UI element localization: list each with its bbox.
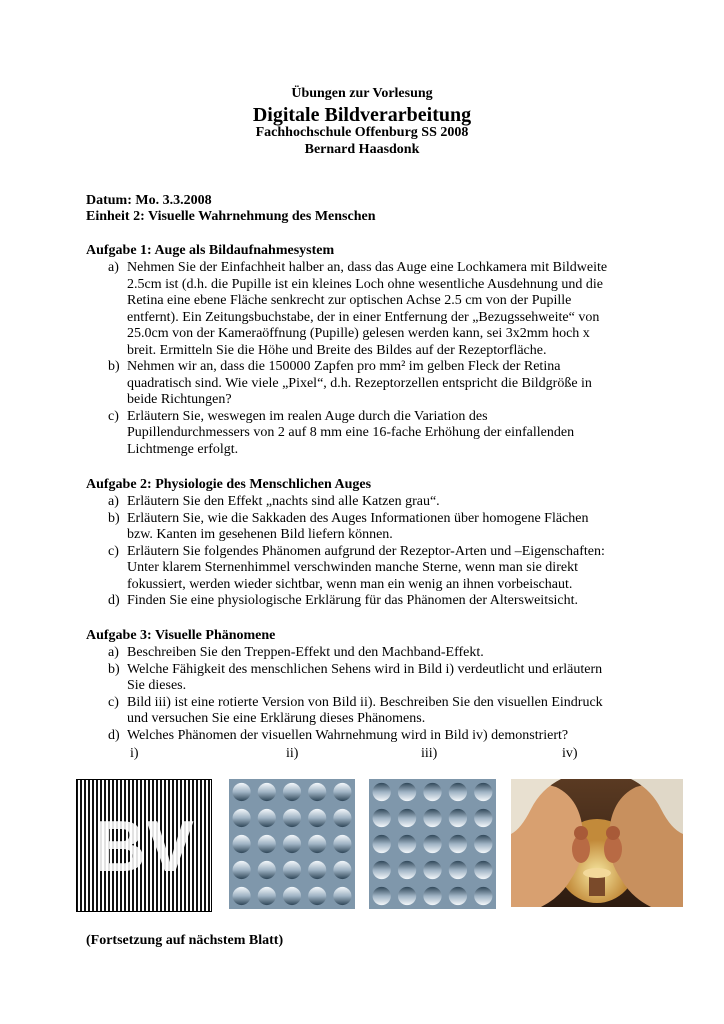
- list-item-line: quadratisch sind. Wie viele „Pixel“, d.h. Rezeptorzellen entspricht die Bildgröße in: [127, 375, 592, 391]
- list-item: [86, 544, 646, 594]
- page-title: Digitale Bildverarbeitung: [252, 104, 472, 126]
- list-item-line: Beschreiben Sie den Treppen-Effekt und den Machband-Effekt.: [127, 645, 484, 660]
- bump-shape: [258, 887, 276, 905]
- bump-shape: [308, 835, 326, 853]
- header-author: Bernard Haasdonk: [304, 142, 420, 157]
- bump-shape: [333, 887, 351, 905]
- list-item-line: Welche Fähigkeit des menschlichen Sehens wird in Bild i) verdeutlicht und erläutern: [127, 661, 603, 677]
- list-item: [86, 593, 646, 610]
- list-item: [86, 511, 646, 544]
- bump-shape: [283, 809, 301, 827]
- bump-shape: [474, 783, 492, 801]
- list-item-line: Nehmen Sie der Einfachheit halber an, dass das Auge eine Lochkamera mit Bildweite: [127, 260, 608, 275]
- einheit: Einheit 2: Visuelle Wahrnehmung des Menschen: [86, 209, 376, 224]
- list-item-label: b): [108, 359, 120, 374]
- list-item-line: Erläutern Sie, wie die Sakkaden des Auges Informationen über homogene Flächen: [127, 510, 589, 526]
- bump-shape: [333, 835, 351, 853]
- list-item: [86, 695, 646, 728]
- image-label-ii: ii): [286, 746, 299, 761]
- list-item-line: Pupillendurchmessers von 2 auf 8 mm eine 16-fache Erhöhung der einfallenden: [127, 425, 575, 440]
- list-item-line: Finden Sie eine physiologische Erklärung für das Phänomen der Altersweitsicht.: [127, 593, 579, 608]
- footer-continued: (Fortsetzung auf nächstem Blatt): [86, 933, 284, 948]
- list-item-line: beide Richtungen?: [127, 392, 232, 407]
- bump-shape: [449, 835, 467, 853]
- list-item-label: b): [108, 510, 120, 526]
- list-item-label: a): [108, 260, 119, 275]
- image-label-i: i): [130, 746, 139, 761]
- aufgabe1-list: [86, 260, 646, 458]
- list-item: [86, 260, 646, 359]
- bump-shape: [423, 783, 441, 801]
- list-item-line: fokussiert, werden wieder sichtbar, wenn man ein wenig an ihnen vorbeischaut.: [127, 576, 573, 592]
- bump-shape: [373, 861, 391, 879]
- bump-shape: [258, 861, 276, 879]
- list-item-line: Retina eine ebene Fläche senkrecht zur optischen Achse 2.5 cm von der Pupille: [127, 293, 572, 308]
- list-item-line: breit. Ermitteln Sie die Höhe und Breite des Bildes auf der Rezeptorfläche.: [127, 342, 547, 358]
- bump-shape: [258, 783, 276, 801]
- list-item-line: entfernt). Ein Zeitungsbuchstabe, der in einer Entfernung der „Bezugssehweite“ von: [127, 309, 600, 325]
- bump-shape: [398, 887, 416, 905]
- list-item-line: Lichtmenge erfolgt.: [127, 441, 239, 457]
- list-item: [86, 645, 646, 662]
- bump-shape: [373, 835, 391, 853]
- bump-shape: [233, 861, 251, 879]
- figure-iii-dimples: [369, 779, 496, 909]
- bump-shape: [308, 861, 326, 879]
- list-item-line: Unter klarem Sternenhimmel verschwinden manche Sterne, wenn man sie direkt: [127, 560, 578, 575]
- bump-shape: [423, 861, 441, 879]
- figure-iv-illusion-painting: [511, 779, 683, 907]
- bump-shape: [283, 861, 301, 879]
- list-item: [86, 662, 646, 695]
- list-item-line: Nehmen wir an, dass die 150000 Zapfen pro mm² im gelben Fleck der Retina: [127, 359, 561, 374]
- bump-shape: [398, 835, 416, 853]
- bump-shape: [423, 835, 441, 853]
- bump-shape: [449, 809, 467, 827]
- list-item-label: d): [108, 727, 120, 743]
- aufgabe2-title: Aufgabe 2: Physiologie des Menschlichen Auges: [86, 477, 372, 492]
- list-item: [86, 359, 646, 409]
- datum: Datum: Mo. 3.3.2008: [86, 193, 212, 208]
- list-item-line: Erläutern Sie, weswegen im realen Auge durch die Variation des: [127, 408, 488, 424]
- bump-shape: [283, 835, 301, 853]
- header-institution: Fachhochschule Offenburg SS 2008: [255, 125, 469, 140]
- figure-i-text: BV: [93, 807, 195, 887]
- list-item: [86, 409, 646, 459]
- list-item-line: Erläutern Sie folgendes Phänomen aufgrund der Rezeptor-Arten und –Eigenschaften:: [127, 543, 605, 559]
- bump-shape: [423, 809, 441, 827]
- list-item-line: 2.5cm ist (d.h. die Pupille ist ein kleines Loch ohne wesentliche Ausdehnung und die: [127, 276, 603, 292]
- bump-shape: [398, 861, 416, 879]
- bump-shape: [233, 887, 251, 905]
- header-line1: Übungen zur Vorlesung: [291, 86, 433, 101]
- bump-shape: [333, 861, 351, 879]
- list-item-label: a): [108, 645, 119, 660]
- bump-shape: [474, 861, 492, 879]
- bump-shape: [308, 809, 326, 827]
- bump-shape: [423, 887, 441, 905]
- bump-shape: [233, 835, 251, 853]
- list-item: [86, 728, 646, 745]
- list-item-line: Sie dieses.: [127, 678, 187, 693]
- bump-shape: [449, 861, 467, 879]
- bump-shape: [258, 809, 276, 827]
- figure-ii-bumps: [229, 779, 355, 909]
- bump-shape: [308, 887, 326, 905]
- bump-shape: [474, 809, 492, 827]
- figure-i-stripes-bv: [76, 779, 212, 912]
- aufgabe3-list: [86, 645, 646, 744]
- bump-shape: [373, 887, 391, 905]
- list-item-line: und versuchen Sie eine Erklärung dieses Phänomens.: [127, 711, 426, 726]
- list-item-line: Bild iii) ist eine rotierte Version von Bild ii). Beschreiben Sie den visuellen Eindruck: [127, 694, 603, 710]
- list-item-label: a): [108, 494, 119, 509]
- list-item-line: 25.0cm von der Kameraöffnung (Pupille) gelesen werden kann, sei 3x2mm hoch x: [127, 326, 590, 341]
- list-item-line: Welches Phänomen der visuellen Wahrnehmung wird in Bild iv) demonstriert?: [127, 727, 569, 743]
- list-item-line: bzw. Kanten im gesehenen Bild liefern können.: [127, 527, 393, 542]
- bump-shape: [283, 887, 301, 905]
- bump-shape: [233, 809, 251, 827]
- list-item-label: c): [108, 408, 119, 424]
- list-item-label: c): [108, 694, 119, 710]
- bump-shape: [233, 783, 251, 801]
- bump-shape: [449, 887, 467, 905]
- bump-shape: [333, 783, 351, 801]
- bump-shape: [449, 783, 467, 801]
- list-item-label: b): [108, 661, 120, 677]
- image-label-iv: iv): [562, 746, 578, 761]
- list-item-label: c): [108, 543, 119, 559]
- bump-shape: [333, 809, 351, 827]
- bump-shape: [258, 835, 276, 853]
- list-item-label: d): [108, 593, 120, 608]
- list-item-line: Erläutern Sie den Effekt „nachts sind alle Katzen grau“.: [127, 494, 440, 509]
- list-item: [86, 494, 646, 511]
- bump-shape: [373, 809, 391, 827]
- aufgabe1-title: Aufgabe 1: Auge als Bildaufnahmesystem: [86, 243, 335, 258]
- aufgabe3-title: Aufgabe 3: Visuelle Phänomene: [86, 628, 276, 643]
- bump-shape: [474, 887, 492, 905]
- bump-shape: [398, 809, 416, 827]
- image-label-iii: iii): [421, 746, 438, 761]
- bump-shape: [283, 783, 301, 801]
- bump-shape: [474, 835, 492, 853]
- bump-shape: [373, 783, 391, 801]
- bump-shape: [398, 783, 416, 801]
- aufgabe2-list: [86, 494, 646, 610]
- bump-shape: [308, 783, 326, 801]
